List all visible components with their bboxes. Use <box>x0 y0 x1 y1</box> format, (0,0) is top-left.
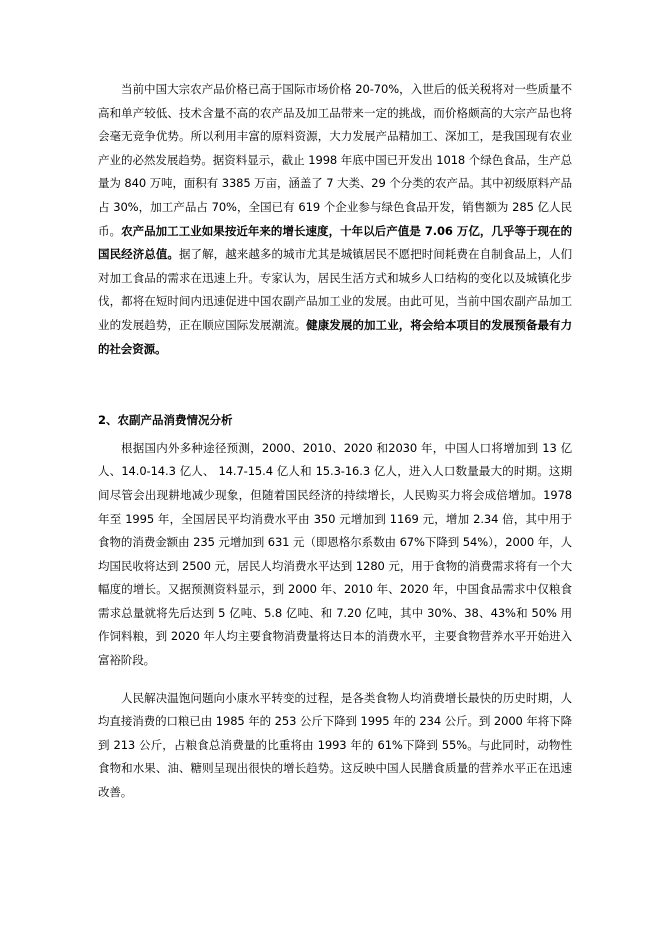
paragraph-diet-quality: 人民解决温饱问题向小康水平转变的过程，是各类食物人均消费增长最快的历史时期，人均直接消费的口粮已由 1985 年的 253 公斤下降到 1995 年的 234 公斤。到 2000 年将下降到 213 公斤，占粮食总消费量的比重将由 1993 年的 61%下降到 55%。与此同时，动物性食物和水果、油、糖则呈现出很快的增长趋势。这反映中国人民膳食质量的营养水平正在迅速改善。 <box>98 690 572 800</box>
section-heading-consumption-analysis: 2、农副产品消费情况分析 <box>98 413 233 428</box>
paragraph-processing-industry-trend <box>98 78 572 361</box>
document-page <box>98 78 572 805</box>
spacer <box>98 673 572 687</box>
bold-statement-social-resources: 健康发展的加工业，将会给本项目的发展预备最有力的社会资源。 <box>98 317 572 356</box>
paragraph-population-consumption: 根据国内外多种途径预测，2000、2010、2020 和2030 年，中国人口将增加到 13 亿人、14.0-14.3 亿人、 14.7-15.4 亿人和 15.3-16.3 亿人，进入人口数量最大的时期。这期间尽管会出现耕地减少现象，但随着国民经济的持续增长，人民购买力将会成倍增加。1978 年至 1995 年，全国居民平均消费水平由 350 元增加到 1169 元，增加 2.34 倍，其中用于食物的消费金额由 235 元增加到 631 元（即恩格尔系数由 67%下降到 54%），2000 年，人均国民收将达到 2500 元，居民人均消费水平达到 1280 元，用于食物的消费需求将有一个大幅度的增长。又据预测资料显示，到 2000 年、2010 年、2020 年，中国食品需求中仅粮食需求总量就将先后达到 5 亿吨、5.8 亿吨、和 7.20 亿吨，其中 30%、38、43%和 50% 用作饲料粮，到 2020 年人均主要食物消费量将达日本的消费水平，主要食物营养水平开始进入富裕阶段。 <box>98 440 572 668</box>
spacer <box>98 361 572 409</box>
paragraph-text: 据了解，越来越多的城市尤其是城镇居民不愿把时间耗费在自制食品上，人们对加工食品的需求在迅速上升。专家认为，居民生活方式和城乡人口结构的变化以及城镇化步伐，都将在短时间内迅速促进中国农副产品加工业的发展。由此可见，当前中国农副产品加工业的发展趋势，正在顺应国际发展潮流。 <box>98 247 572 332</box>
bold-statement-output-value: 农产品加工工业如果按近年来的增长速度，十年以后产值是 7.06 万亿，几乎等于现在的国民经济总值。 <box>98 223 572 262</box>
paragraph-text: 当前中国大宗农产品价格已高于国际市场价格 20-70%，入世后的低关税将对一些质量不高和单产较低、技术含量不高的农产品及加工品带来一定的挑战，而价格颇高的大宗产品也将会毫无竞争优势。所以利用丰富的原料资源，大力发展产品精加工、深加工，是我国现有农业产业的必然发展趋势。据资料显示，截止 1998 年底中国已开发出 1018 个绿色食品，生产总量为 840 万吨，面积有 3385 万亩，涵盖了 7 大类、29 个分类的农产品。其中初级原料产品占 30%，加工产品占 70%，全国已有 619 个企业参与绿色食品开发，销售额为 285 亿人民币。 <box>98 82 572 238</box>
